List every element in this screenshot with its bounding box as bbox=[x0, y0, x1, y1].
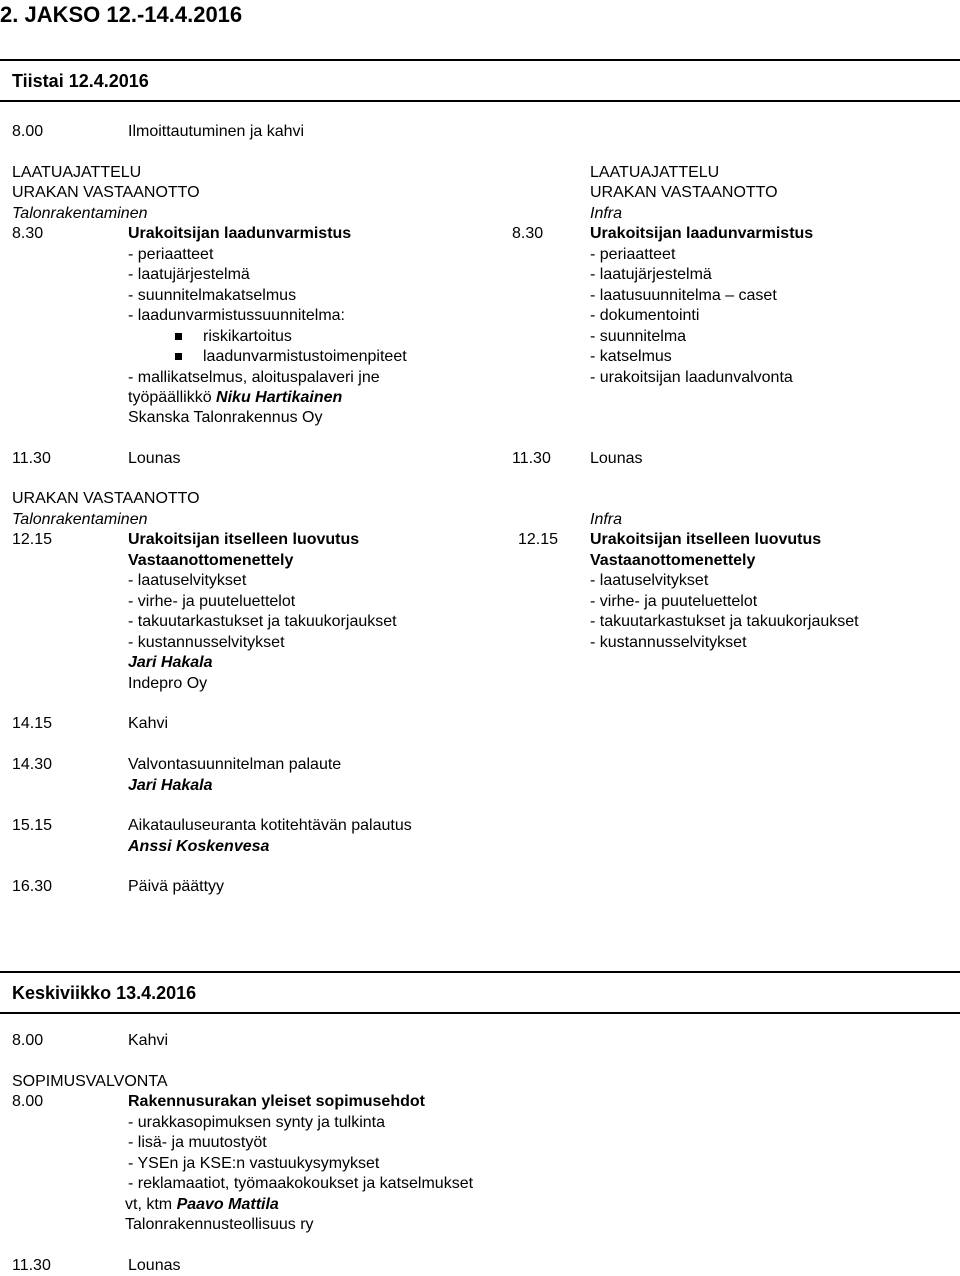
list-item: - laadunvarmistussuunnitelma: bbox=[128, 307, 345, 324]
time-label: 8.30 bbox=[12, 225, 44, 242]
agenda-item: Kahvi bbox=[128, 715, 169, 732]
list-item: - laatuselvitykset bbox=[590, 572, 709, 589]
section-heading: SOPIMUSVALVONTA bbox=[12, 1073, 168, 1090]
time-label: 11.30 bbox=[512, 450, 551, 467]
section-heading: URAKAN VASTAANOTTO bbox=[12, 184, 200, 201]
session-title: Urakoitsijan itselleen luovutus bbox=[590, 531, 822, 548]
list-item: - takuutarkastukset ja takuukorjaukset bbox=[128, 613, 397, 630]
time-label: 8.00 bbox=[12, 123, 44, 140]
list-item: - laatujärjestelmä bbox=[590, 266, 712, 283]
list-item: - mallikatselmus, aloituspalaveri jne bbox=[128, 369, 380, 386]
list-item: - suunnitelmakatselmus bbox=[128, 287, 297, 304]
list-item: - laatuselvitykset bbox=[128, 572, 247, 589]
session-subtitle: Vastaanottomenettely bbox=[128, 552, 294, 569]
day-box-bottom bbox=[0, 1012, 960, 1014]
section-track: Infra bbox=[590, 205, 623, 222]
day-title-wednesday: Keskiviikko 13.4.2016 bbox=[12, 983, 197, 1003]
list-item: - urakkasopimuksen synty ja tulkinta bbox=[128, 1114, 385, 1131]
speaker-org: Talonrakennusteollisuus ry bbox=[125, 1216, 314, 1233]
day-box-bottom bbox=[0, 100, 960, 102]
agenda-item: Valvontasuunnitelman palaute bbox=[128, 756, 342, 773]
list-item: - laatusuunnitelma – caset bbox=[590, 287, 777, 304]
day-box-top bbox=[0, 59, 960, 61]
sub-list-item: riskikartoitus bbox=[203, 328, 292, 345]
time-label: 15.15 bbox=[12, 817, 53, 834]
speaker-title: työpäällikkö bbox=[128, 389, 217, 406]
sub-list-item: laadunvarmistustoimenpiteet bbox=[203, 348, 407, 365]
list-item: - periaatteet bbox=[128, 246, 214, 263]
section-heading: URAKAN VASTAANOTTO bbox=[590, 184, 778, 201]
time-label: 11.30 bbox=[12, 450, 51, 467]
section-track: Infra bbox=[590, 511, 623, 528]
time-label: 14.15 bbox=[12, 715, 53, 732]
list-item: - virhe- ja puuteluettelot bbox=[590, 593, 758, 610]
time-label: 8.00 bbox=[12, 1032, 44, 1049]
day-title-tuesday: Tiistai 12.4.2016 bbox=[12, 71, 149, 91]
session-title: Urakoitsijan laadunvarmistus bbox=[128, 225, 352, 242]
speaker-name: Jari Hakala bbox=[128, 654, 213, 671]
session-subtitle: Vastaanottomenettely bbox=[590, 552, 756, 569]
section-track: Talonrakentaminen bbox=[12, 511, 148, 528]
document-title: 2. JAKSO 12.-14.4.2016 bbox=[0, 2, 243, 27]
list-item: - reklamaatiot, työmaakokoukset ja katselmukset bbox=[128, 1175, 474, 1192]
speaker-line bbox=[128, 388, 342, 408]
speaker-title: vt, ktm bbox=[125, 1196, 177, 1213]
list-item: - suunnitelma bbox=[590, 328, 687, 345]
section-heading: LAATUAJATTELU bbox=[12, 164, 142, 181]
list-item: - kustannusselvitykset bbox=[590, 634, 747, 651]
agenda-item: Päivä päättyy bbox=[128, 878, 225, 895]
agenda-item: Aikatauluseuranta kotitehtävän palautus bbox=[128, 817, 412, 834]
day-box-top bbox=[0, 971, 960, 973]
list-item: - urakoitsijan laadunvalvonta bbox=[590, 369, 793, 386]
time-label: 8.00 bbox=[12, 1093, 44, 1110]
list-item: - YSEn ja KSE:n vastuukysymykset bbox=[128, 1155, 380, 1172]
list-item: - periaatteet bbox=[590, 246, 676, 263]
list-item: - kustannusselvitykset bbox=[128, 634, 285, 651]
speaker-name: Jari Hakala bbox=[128, 777, 213, 794]
agenda-item: Lounas bbox=[128, 450, 181, 467]
speaker-name: Anssi Koskenvesa bbox=[128, 838, 270, 855]
section-heading: LAATUAJATTELU bbox=[590, 164, 720, 181]
agenda-item: Lounas bbox=[128, 1257, 181, 1274]
time-label: 14.30 bbox=[12, 756, 53, 773]
square-bullet-icon bbox=[175, 353, 182, 360]
list-item: - takuutarkastukset ja takuukorjaukset bbox=[590, 613, 859, 630]
list-item: - katselmus bbox=[590, 348, 672, 365]
speaker-name: Paavo Mattila bbox=[176, 1196, 279, 1213]
time-label: 16.30 bbox=[12, 878, 53, 895]
time-label: 12.15 bbox=[12, 531, 53, 548]
session-title: Urakoitsijan laadunvarmistus bbox=[590, 225, 814, 242]
square-bullet-icon bbox=[175, 333, 182, 340]
list-item: - virhe- ja puuteluettelot bbox=[128, 593, 296, 610]
session-title: Rakennusurakan yleiset sopimusehdot bbox=[128, 1093, 425, 1110]
speaker-line bbox=[125, 1195, 279, 1215]
time-label: 11.30 bbox=[12, 1257, 51, 1274]
agenda-item: Ilmoittautuminen ja kahvi bbox=[128, 123, 305, 140]
speaker-name: Niku Hartikainen bbox=[216, 389, 343, 406]
time-label: 8.30 bbox=[512, 225, 544, 242]
agenda-item: Kahvi bbox=[128, 1032, 169, 1049]
section-track: Talonrakentaminen bbox=[12, 205, 148, 222]
list-item: - dokumentointi bbox=[590, 307, 700, 324]
list-item: - laatujärjestelmä bbox=[128, 266, 250, 283]
time-label: 12.15 bbox=[518, 531, 559, 548]
agenda-item: Lounas bbox=[590, 450, 643, 467]
session-title: Urakoitsijan itselleen luovutus bbox=[128, 531, 360, 548]
speaker-org: Skanska Talonrakennus Oy bbox=[128, 409, 323, 426]
list-item: - lisä- ja muutostyöt bbox=[128, 1134, 267, 1151]
section-heading: URAKAN VASTAANOTTO bbox=[12, 490, 200, 507]
speaker-org: Indepro Oy bbox=[128, 675, 208, 692]
